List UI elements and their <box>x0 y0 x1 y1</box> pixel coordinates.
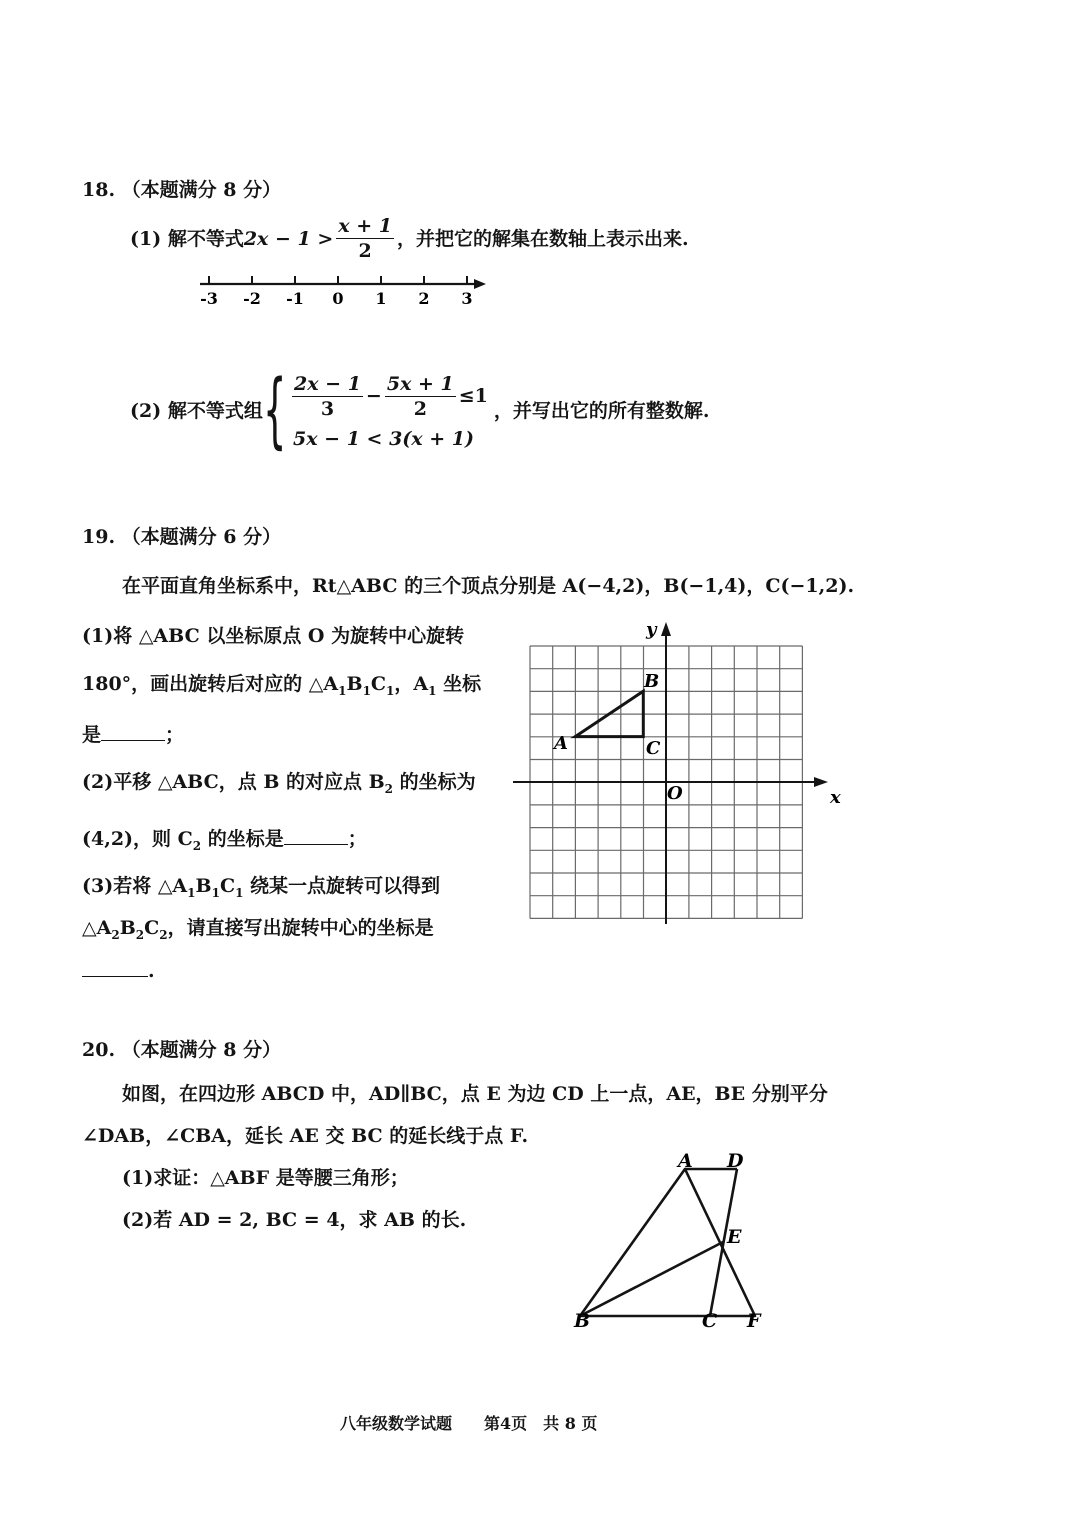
sub-2a: 2 <box>384 781 394 796</box>
system-fraction-2 <box>385 372 456 421</box>
y-axis-arrow <box>661 622 671 636</box>
point-d-label: D <box>727 1150 744 1172</box>
page-footer: 八年级数学试题 第4页 共 8 页 <box>340 1414 598 1433</box>
sub-2b: 2 <box>192 838 202 853</box>
number-line-tick-label: -1 <box>286 289 304 308</box>
q19-part3-text-e: △A <box>82 917 112 939</box>
q19-part2-text-d: 的坐标是 <box>201 828 284 850</box>
q19-part2-text-b: 的坐标为 <box>393 771 476 793</box>
q19-part3-text-c: C <box>219 875 236 897</box>
q18-part2-prefix: (2) 解不等式组 <box>130 400 263 422</box>
system-brace-icon: { <box>262 363 287 458</box>
inequality-system <box>289 372 488 451</box>
q19-part1-text-e: 坐标 <box>436 673 482 695</box>
system-denominator-2: 2 <box>413 397 427 420</box>
q19-part1-text-c: C <box>370 673 387 695</box>
point-f-label: F <box>747 1310 761 1332</box>
q19-part1-line3 <box>82 722 184 747</box>
origin-label: O <box>667 783 683 804</box>
system-relation-1: ≤1 <box>458 385 488 407</box>
answer-blank-3[interactable] <box>82 958 148 977</box>
number-line-tick-label: -2 <box>243 289 261 308</box>
q19-part3-text-b: B <box>195 875 212 897</box>
number-line-tick-label: 1 <box>375 289 387 308</box>
q20-intro-line1: 如图，在四边形 ABCD 中，AD∥BC，点 E 为边 CD 上一点，AE，BE 分别平分 <box>122 1083 828 1105</box>
q20-part2: (2)若 AD = 2, BC = 4，求 AB 的长. <box>122 1209 467 1231</box>
system-denominator-1: 3 <box>320 397 335 420</box>
vertex-a-label: A <box>554 733 568 754</box>
q18-part1-suffix: ，并把它的解集在数轴上表示出来. <box>396 227 689 250</box>
q19-part3-line1 <box>82 874 440 905</box>
number-line-tick-label: 3 <box>461 289 473 308</box>
q18-part1-prefix: (1) 解不等式 <box>130 227 244 250</box>
system-line-2: 5x − 1 < 3(x + 1) <box>293 427 474 450</box>
q19-part3-line3 <box>82 958 155 983</box>
q19-header: 19. （本题满分 6 分） <box>82 526 282 548</box>
q19-part1-line2 <box>82 672 481 703</box>
q20-intro-line2: ∠DAB，∠CBA，延长 AE 交 BC 的延长线于点 F. <box>82 1125 529 1147</box>
q19-part2-line2 <box>82 826 367 858</box>
system-numerator-2: 5x + 1 <box>386 372 454 395</box>
q19-part3-text-h: ，请直接写出旋转中心的坐标是 <box>167 917 434 939</box>
q19-part1-text-f: 是 <box>82 724 102 746</box>
q19-part1-text-a: 180°，画出旋转后对应的 △A <box>82 673 339 695</box>
system-numerator-1: 2x − 1 <box>294 372 361 395</box>
vertex-c-label: C <box>646 738 661 759</box>
sub-1f: 1 <box>211 885 220 900</box>
q19-part1-line1: (1)将 △ABC 以坐标原点 O 为旋转中心旋转 <box>82 625 465 647</box>
q19-part1-text-d: ，A <box>394 673 429 695</box>
q18-part1-numerator: x + 1 <box>338 215 392 237</box>
point-a-label: A <box>678 1150 693 1172</box>
q19-part3-text-a: (3)若将 △A <box>82 875 188 897</box>
sub-1b: 1 <box>362 683 371 698</box>
q18-part1-fraction <box>336 214 394 263</box>
q18-part2 <box>130 363 710 458</box>
q19-part1-end: ； <box>165 724 185 746</box>
q20-header: 20. （本题满分 8 分） <box>82 1039 282 1061</box>
q19-intro: 在平面直角坐标系中，Rt△ABC 的三个顶点分别是 A(−4,2)，B(−1,4)，C(−1,2). <box>122 575 855 597</box>
segment-be <box>580 1242 723 1316</box>
vertex-b-label: B <box>644 671 660 692</box>
sub-2c: 2 <box>111 927 120 942</box>
system-line-1 <box>289 372 488 421</box>
q18-part1 <box>130 214 689 263</box>
sub-2e: 2 <box>159 927 168 942</box>
system-fraction-1 <box>292 372 363 421</box>
sub-1c: 1 <box>386 683 395 698</box>
q19-part2-text-c: (4,2)，则 C <box>82 828 193 850</box>
sub-1g: 1 <box>235 885 244 900</box>
q18-header: 18. （本题满分 8 分） <box>82 179 282 201</box>
q19-part3-text-g: C <box>144 917 160 939</box>
point-b-label: B <box>574 1310 591 1332</box>
q19-part2-end: ； <box>347 828 367 850</box>
q19-part3-text-f: B <box>119 917 136 939</box>
number-line-arrow <box>474 279 486 289</box>
q19-part3-end: . <box>148 960 155 982</box>
number-line-tick-label: 2 <box>418 289 430 308</box>
number-line-tick-label: 0 <box>332 289 344 308</box>
q18-part2-suffix: ，并写出它的所有整数解. <box>493 400 710 422</box>
sub-1a: 1 <box>338 683 347 698</box>
number-line-tick-label: -3 <box>200 289 218 308</box>
point-e-label: E <box>727 1226 742 1248</box>
answer-blank-1[interactable] <box>101 722 165 741</box>
sub-2d: 2 <box>135 927 145 942</box>
point-c-label: C <box>702 1310 718 1332</box>
answer-blank-2[interactable] <box>284 826 348 845</box>
q19-part1-text-b: B <box>346 673 363 695</box>
number-line <box>190 272 500 312</box>
q18-part1-lhs: 2x − 1 > <box>243 227 334 250</box>
q19-part2-text-a: (2)平移 △ABC，点 B 的对应点 B <box>82 771 385 793</box>
q18-part1-denominator: 2 <box>358 240 372 262</box>
q20-part1: (1)求证：△ABF 是等腰三角形； <box>122 1167 409 1189</box>
system-minus: − <box>365 385 382 407</box>
q19-part3-line2 <box>82 916 434 947</box>
sub-1d: 1 <box>428 683 437 698</box>
sub-1e: 1 <box>187 885 196 900</box>
x-axis-label: x <box>830 787 841 808</box>
q19-part3-text-d: 绕某一点旋转可以得到 <box>243 875 441 897</box>
coordinate-grid <box>505 612 850 930</box>
quadrilateral-figure <box>565 1145 780 1335</box>
x-axis-arrow <box>814 777 828 787</box>
y-axis-label: y <box>646 619 657 640</box>
q19-part2-line1 <box>82 770 476 801</box>
